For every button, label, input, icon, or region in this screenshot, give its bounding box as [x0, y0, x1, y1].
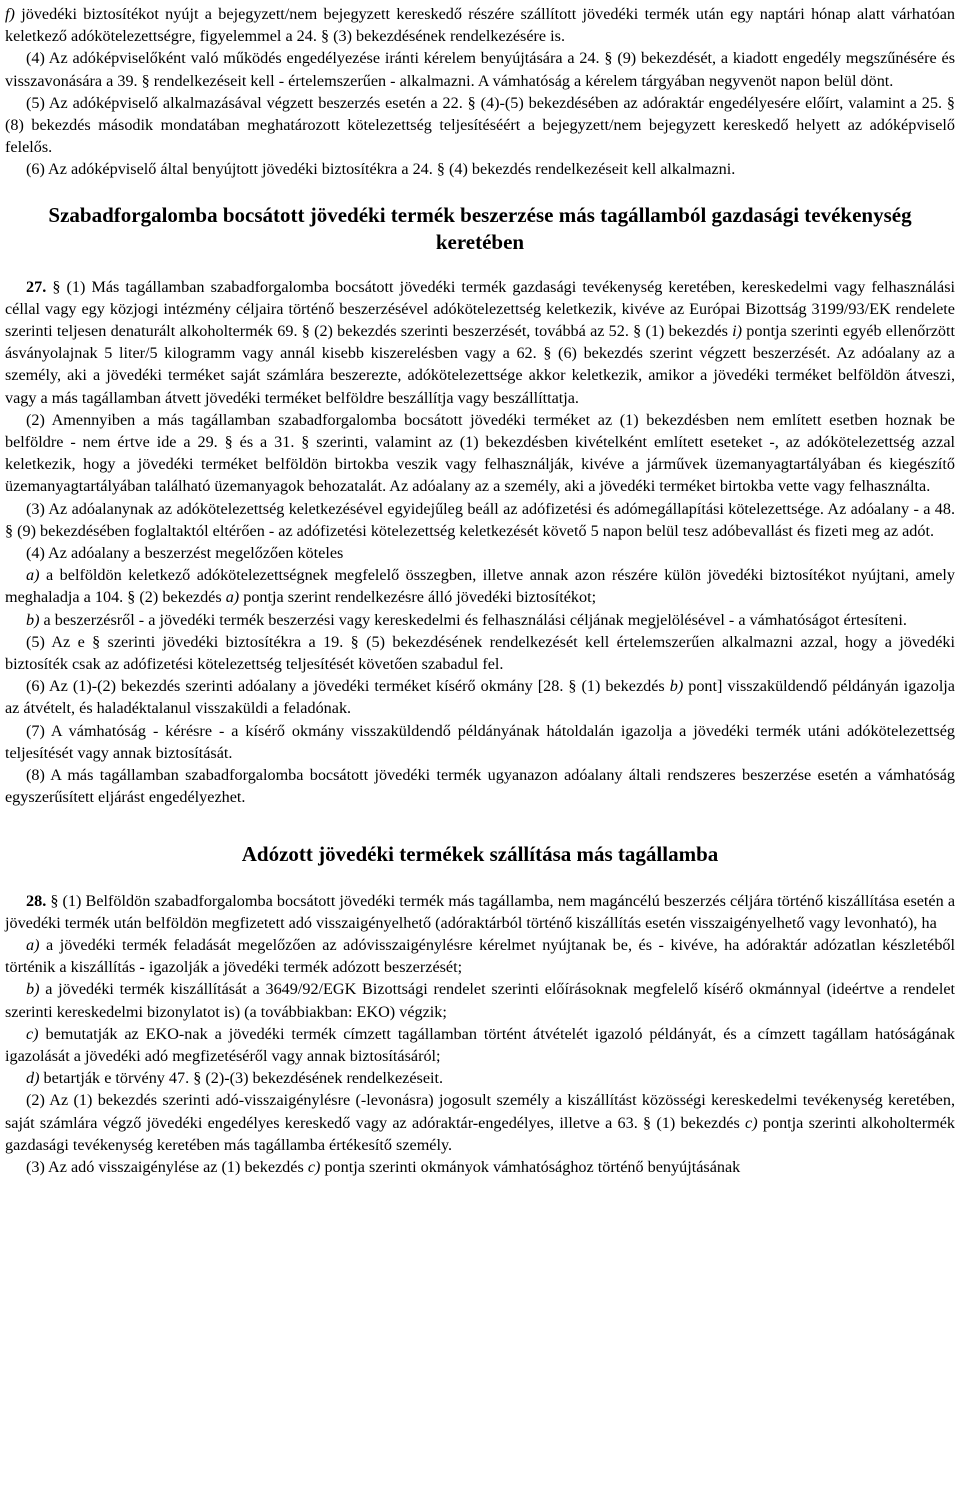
paragraph: (7) A vámhatóság - kérésre - a kísérő okmány visszaküldendő példányának hátoldalán igazolja a jövedéki termék utáni adókötelezettség teljesítését vagy annak biztosítását. [5, 721, 955, 762]
section-heading: Szabadforgalomba bocsátott jövedéki termék beszerzése más tagállamból gazdasági tevékenység keretében [48, 202, 912, 254]
point-b: b) a beszerzésről - a jövedéki termék beszerzési vagy kereskedelmi és felhasználási céljának megjelölésével - a vámhatóságot értesíteni. [26, 610, 907, 629]
section-number: 27. [26, 277, 47, 296]
paragraph: (3) Az adó visszaigénylése az (1) bekezdés c) pontja szerinti okmányok vámhatósághoz történő benyújtásának [26, 1157, 741, 1176]
paragraph: (4) Az adóképviselőként való működés engedélyezése iránti kérelem benyújtására a 24. § (9) bekezdését, a kiadott engedély megszűnésére és visszavonására a 39. § rendelkezéseit kell - értelemszerűen - alkalmazni. A vámhatóság a kérelem tárgyában negyvenöt napon belül dönt. [5, 49, 955, 90]
paragraph: (5) Az adóképviselő alkalmazásával végzett beszerzés esetén a 22. § (4)-(5) bekezdésében az adóraktár engedélyesére előírt, valamint a 25. § (8) bekezdés második mondatában meghatározott kötelezettség teljesítéséért a bejegyzett/nem bejegyzett kereskedő helyett az adóképviselő felelős. [5, 93, 955, 157]
paragraph: (3) Az adóalanynak az adókötelezettség keletkezésével egyidejűleg beáll az adófizetési és adómegállapítási kötelezettsége. Az adóalany - a 48. § (9) bekezdésében foglaltaktól eltérően - az adófizetési kötelezettség keletkezését követő 5 napon belül tesz adóbevallást és fizeti meg az adót. [5, 499, 955, 540]
point-c: c) bemutatják az EKO-nak a jövedéki termék címzett tagállamban történt átvételét igazoló példányát, és a címzett tagállam hatóságának igazolását a jövedéki adó megfizetéséről vagy annak biztosításáról; [5, 1024, 955, 1065]
section-number: 28. [26, 891, 47, 910]
paragraph: (8) A más tagállamban szabadforgalomba bocsátott jövedéki termék ugyanazon adóalany általi rendszeres beszerzése esetén a vámhatóság egyszerűsített eljárást engedélyezhet. [5, 766, 955, 807]
section-27-paragraph-1: 27. § (1) Más tagállamban szabadforgalomba bocsátott jövedéki termék gazdasági tevékenység keretében, kereskedelmi vagy felhasználási céllal vagy egy közjogi intézmény céljaira történő beszerzésével adókötelezettség keletkezik, kivéve az Európai Bizottság 3199/93/EK rendelete szerinti teljesen denaturált alkoholtermék 69. § (2) bekezdés szerinti beszerzését, továbbá az 52. § (1) bekezdés i) pontja szerinti egyéb ellenőrzött ásványolajnak 5 liter/5 kilogramm vagy annál kisebb kiszerelésben vagy a 62. § (6) bekezdés szerint végzett beszerzését. Az adóalany az a személy, aki a jövedéki terméket saját számlára beszerezte, adókötelezettsége akkor keletkezik, amikor a jövedéki terméket belföldön átveszi, vagy a más tagállamban átvett jövedéki terméket belföldre beszállítja vagy beszállíttatja. [5, 277, 955, 407]
paragraph: (4) Az adóalany a beszerzést megelőzően köteles [26, 544, 344, 563]
paragraph: (6) Az adóképviselő által benyújtott jövedéki biztosítékra a 24. § (4) bekezdés rendelkezéseit kell alkalmazni. [26, 160, 736, 179]
point-a: a) a jövedéki termék feladását megelőzően az adóvisszaigénylésre kérelmet nyújtanak be, és - kivéve, ha adóraktár adózatlan készletéből történik a kiszállítás - igazolják a jövedéki termék adózott beszerzését; [5, 935, 955, 977]
paragraph-text: jövedéki biztosítékot nyújt a bejegyzett/nem bejegyzett kereskedő részére szállított jövedéki termék után egy naptári hónap alatt várhatóan keletkező adókötelezettségre, figyelemmel a 24. § (3) bekezdésének rendelkezésére is. [5, 5, 955, 46]
paragraph: (2) Amennyiben a más tagállamban szabadforgalomba bocsátott jövedéki terméket az (1) bekezdésben nem említett esetben hoznak be belföldre - nem értve ide a 29. § és a 31. § szerinti, valamint az (1) bekezdésben kivételként említett eseteket -, az adókötelezettség azzal keletkezik, hogy a jövedéki terméket belföldön birtokba veszik vagy felhasználják, kivéve a járművek üzemanyagtartályában és kiegészítő üzemanyagtartályában található üzemanyagok behozatalát. Az adóalany az a személy, aki a jövedéki terméket birtokba vette vagy felhasználta. [5, 410, 955, 496]
point-b: b) a jövedéki termék kiszállítását a 3649/92/EGK Bizottsági rendelet szerinti előírásoknak megfelelő kísérő okmánnyal (ideértve a rendelet szerinti kereskedelmi bizonylatot is) (a továbbiakban: EKO) végzik; [5, 980, 955, 1021]
paragraph: (5) Az e § szerinti jövedéki biztosítékra a 19. § (5) bekezdésének rendelkezését kell értelemszerűen alkalmazni azzal, hogy a jövedéki biztosíték csak az adófizetési kötelezettség teljesítését követően szabadul fel. [5, 632, 955, 674]
paragraph: (6) Az (1)-(2) bekezdés szerinti adóalany a jövedéki terméket kísérő okmány [28. § (1) bekezdés b) pont] visszaküldendő példányán igazolja az átvételt, és haladéktalanul visszaküldi a feladónak. [5, 677, 955, 718]
paragraph [5, 3, 955, 47]
point-label: f) [5, 5, 15, 23]
section-28-paragraph-1: 28. § (1) Belföldön szabadforgalomba bocsátott jövedéki termék más tagállamba, nem magáncélú beszerzés céljára történő kiszállítása esetén a jövedéki termék után belföldön megfizetett adó visszaigényelhető (adóraktárból történő kiszállítás esetén visszaigényelhető vagy levonható), ha [5, 891, 955, 932]
section-heading: Adózott jövedéki termékek szállítása más tagállamba [241, 841, 719, 866]
paragraph: (2) Az (1) bekezdés szerinti adó-visszaigénylésre (-levonásra) jogosult személy a kiszállítást közösségi kereskedelmi tevékenység keretében, saját számlára végző jövedéki engedélyes kereskedő vagy az adóraktár-engedélyes, illetve a 63. § (1) bekezdés c) pontja szerinti alkoholtermék gazdasági tevékenység keretében más tagállamba értékesítő személy. [5, 1091, 955, 1154]
point-d: d) betartják e törvény 47. § (2)-(3) bekezdésének rendelkezéseit. [26, 1069, 444, 1088]
point-a: a) a belföldön keletkező adókötelezettségnek megfelelő összegben, illetve annak azon részére külön jövedéki biztosítékot nyújtani, amely meghaladja a 104. § (2) bekezdés a) pontja szerint rendelkezésre álló jövedéki biztosítékot; [5, 566, 955, 607]
